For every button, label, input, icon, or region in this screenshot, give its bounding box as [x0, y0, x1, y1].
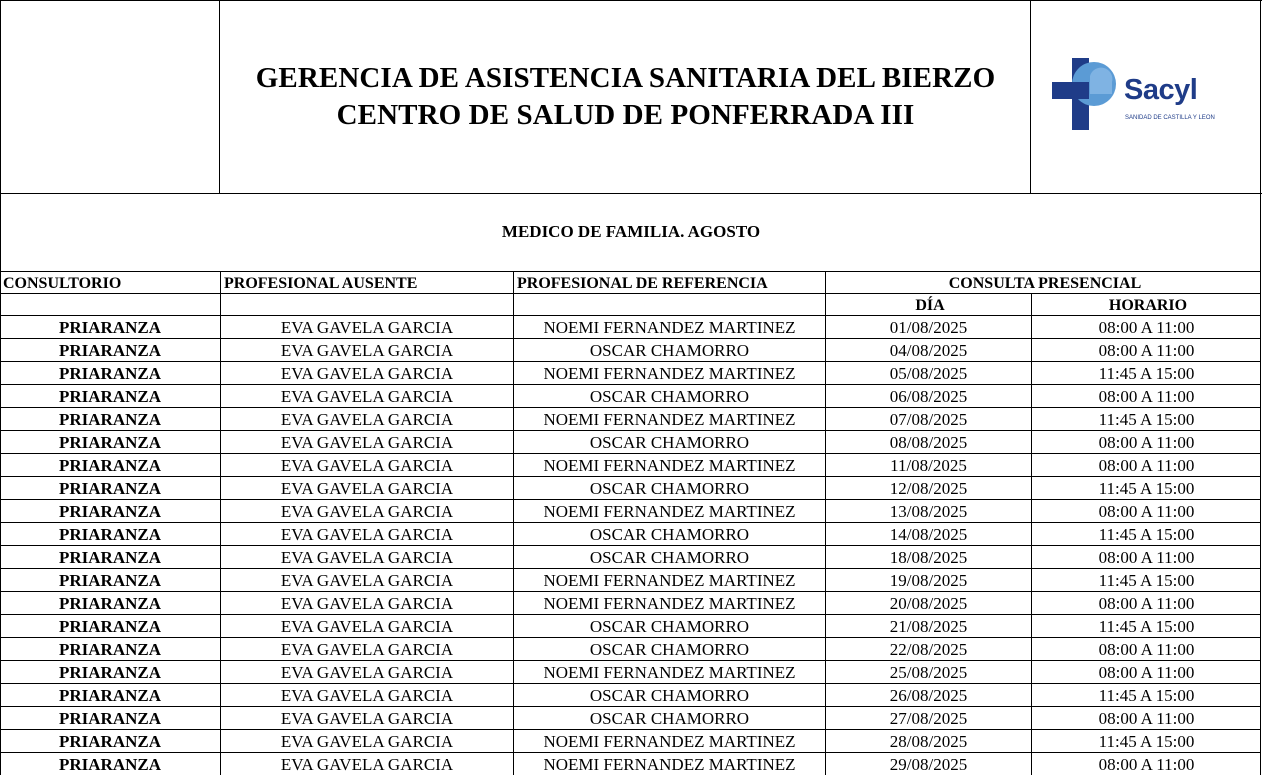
cell-horario: 11:45 A 15:00 [1031, 614, 1261, 637]
cell-profesional-ausente: EVA GAVELA GARCIA [220, 683, 513, 706]
cell-profesional-referencia: OSCAR CHAMORRO [513, 683, 825, 706]
cell-consultorio: PRIARANZA [0, 430, 220, 453]
sacyl-logo [1050, 58, 1220, 133]
table-row [0, 591, 1262, 614]
cell-horario: 08:00 A 11:00 [1031, 315, 1261, 338]
cell-consultorio: PRIARANZA [0, 476, 220, 499]
cell-dia: 04/08/2025 [825, 338, 1031, 361]
logo-text: Sacyl [1124, 74, 1198, 106]
cell-dia: 01/08/2025 [825, 315, 1031, 338]
cell-consultorio: PRIARANZA [0, 407, 220, 430]
table-row [0, 545, 1262, 568]
cell-profesional-ausente: EVA GAVELA GARCIA [220, 614, 513, 637]
table-row [0, 660, 1262, 683]
cell-consultorio: PRIARANZA [0, 683, 220, 706]
table-row [0, 499, 1262, 522]
cell-dia: 22/08/2025 [825, 637, 1031, 660]
cell-profesional-referencia: OSCAR CHAMORRO [513, 637, 825, 660]
table-row [0, 315, 1262, 338]
cell-consultorio: PRIARANZA [0, 384, 220, 407]
cell-profesional-ausente: EVA GAVELA GARCIA [220, 660, 513, 683]
cell-consultorio: PRIARANZA [0, 568, 220, 591]
header-consultorio: CONSULTORIO [0, 271, 220, 294]
cell-profesional-ausente: EVA GAVELA GARCIA [220, 430, 513, 453]
cell-dia: 06/08/2025 [825, 384, 1031, 407]
cell-dia: 07/08/2025 [825, 407, 1031, 430]
table-row [0, 338, 1262, 361]
table-subheader-row [0, 293, 1262, 316]
cell-profesional-referencia: NOEMI FERNANDEZ MARTINEZ [513, 591, 825, 614]
sacyl-cross-logo-icon [1050, 58, 1122, 133]
table-row [0, 453, 1262, 476]
cell-profesional-ausente: EVA GAVELA GARCIA [220, 476, 513, 499]
cell-horario: 08:00 A 11:00 [1031, 752, 1261, 775]
cell-profesional-ausente: EVA GAVELA GARCIA [220, 729, 513, 752]
subheader-empty-3 [513, 293, 825, 316]
cell-consultorio: PRIARANZA [0, 361, 220, 384]
cell-profesional-referencia: OSCAR CHAMORRO [513, 384, 825, 407]
cell-horario: 08:00 A 11:00 [1031, 384, 1261, 407]
cell-dia: 18/08/2025 [825, 545, 1031, 568]
cell-profesional-ausente: EVA GAVELA GARCIA [220, 568, 513, 591]
cell-dia: 19/08/2025 [825, 568, 1031, 591]
table-row [0, 729, 1262, 752]
cell-consultorio: PRIARANZA [0, 499, 220, 522]
cell-dia: 11/08/2025 [825, 453, 1031, 476]
cell-profesional-ausente: EVA GAVELA GARCIA [220, 752, 513, 775]
cell-profesional-referencia: NOEMI FERNANDEZ MARTINEZ [513, 407, 825, 430]
cell-horario: 11:45 A 15:00 [1031, 729, 1261, 752]
table-row [0, 706, 1262, 729]
cell-profesional-ausente: EVA GAVELA GARCIA [220, 453, 513, 476]
cell-horario: 11:45 A 15:00 [1031, 361, 1261, 384]
cell-dia: 05/08/2025 [825, 361, 1031, 384]
cell-horario: 11:45 A 15:00 [1031, 522, 1261, 545]
cell-profesional-ausente: EVA GAVELA GARCIA [220, 706, 513, 729]
cell-consultorio: PRIARANZA [0, 453, 220, 476]
cell-horario: 11:45 A 15:00 [1031, 476, 1261, 499]
cell-profesional-ausente: EVA GAVELA GARCIA [220, 499, 513, 522]
header-horario: HORARIO [1031, 293, 1261, 316]
cell-consultorio: PRIARANZA [0, 729, 220, 752]
cell-profesional-ausente: EVA GAVELA GARCIA [220, 637, 513, 660]
cell-horario: 08:00 A 11:00 [1031, 453, 1261, 476]
cell-horario: 08:00 A 11:00 [1031, 706, 1261, 729]
cell-profesional-ausente: EVA GAVELA GARCIA [220, 338, 513, 361]
cell-profesional-referencia: NOEMI FERNANDEZ MARTINEZ [513, 729, 825, 752]
cell-profesional-ausente: EVA GAVELA GARCIA [220, 591, 513, 614]
cell-profesional-ausente: EVA GAVELA GARCIA [220, 407, 513, 430]
cell-profesional-referencia: OSCAR CHAMORRO [513, 430, 825, 453]
cell-dia: 29/08/2025 [825, 752, 1031, 775]
cell-profesional-referencia: OSCAR CHAMORRO [513, 614, 825, 637]
cell-dia: 12/08/2025 [825, 476, 1031, 499]
cell-horario: 08:00 A 11:00 [1031, 338, 1261, 361]
cell-profesional-referencia: OSCAR CHAMORRO [513, 706, 825, 729]
header-title-line1: GERENCIA DE ASISTENCIA SANITARIA DEL BIERZO [255, 61, 996, 94]
header-referencia: PROFESIONAL DE REFERENCIA [513, 271, 825, 294]
cell-horario: 08:00 A 11:00 [1031, 499, 1261, 522]
cell-horario: 11:45 A 15:00 [1031, 407, 1261, 430]
cell-dia: 25/08/2025 [825, 660, 1031, 683]
header-left-cell [0, 0, 220, 193]
document-header [0, 0, 1262, 194]
subheader-empty-2 [220, 293, 513, 316]
cell-consultorio: PRIARANZA [0, 315, 220, 338]
cell-dia: 14/08/2025 [825, 522, 1031, 545]
cell-horario: 08:00 A 11:00 [1031, 660, 1261, 683]
cell-horario: 08:00 A 11:00 [1031, 591, 1261, 614]
cell-profesional-referencia: NOEMI FERNANDEZ MARTINEZ [513, 315, 825, 338]
table-row [0, 614, 1262, 637]
cell-horario: 11:45 A 15:00 [1031, 683, 1261, 706]
table-row [0, 752, 1262, 775]
cell-dia: 27/08/2025 [825, 706, 1031, 729]
header-dia: DÍA [825, 293, 1031, 316]
cell-profesional-referencia: NOEMI FERNANDEZ MARTINEZ [513, 453, 825, 476]
cell-profesional-referencia: NOEMI FERNANDEZ MARTINEZ [513, 752, 825, 775]
table-row [0, 384, 1262, 407]
table-row [0, 522, 1262, 545]
table-row [0, 476, 1262, 499]
cell-profesional-ausente: EVA GAVELA GARCIA [220, 384, 513, 407]
header-consulta: CONSULTA PRESENCIAL [825, 271, 1261, 294]
cell-profesional-referencia: NOEMI FERNANDEZ MARTINEZ [513, 660, 825, 683]
cell-dia: 08/08/2025 [825, 430, 1031, 453]
cell-dia: 28/08/2025 [825, 729, 1031, 752]
cell-profesional-referencia: OSCAR CHAMORRO [513, 545, 825, 568]
cell-consultorio: PRIARANZA [0, 338, 220, 361]
cell-horario: 08:00 A 11:00 [1031, 637, 1261, 660]
cell-profesional-ausente: EVA GAVELA GARCIA [220, 522, 513, 545]
table-row [0, 361, 1262, 384]
cell-profesional-ausente: EVA GAVELA GARCIA [220, 545, 513, 568]
table-row [0, 430, 1262, 453]
cell-profesional-referencia: NOEMI FERNANDEZ MARTINEZ [513, 361, 825, 384]
cell-profesional-referencia: NOEMI FERNANDEZ MARTINEZ [513, 568, 825, 591]
header-ausente: PROFESIONAL AUSENTE [220, 271, 513, 294]
cell-profesional-referencia: OSCAR CHAMORRO [513, 338, 825, 361]
cell-profesional-ausente: EVA GAVELA GARCIA [220, 315, 513, 338]
cell-dia: 13/08/2025 [825, 499, 1031, 522]
table-row [0, 683, 1262, 706]
cell-profesional-ausente: EVA GAVELA GARCIA [220, 361, 513, 384]
cell-consultorio: PRIARANZA [0, 637, 220, 660]
cell-consultorio: PRIARANZA [0, 545, 220, 568]
subheader-empty-1 [0, 293, 220, 316]
header-title-line2: CENTRO DE SALUD DE PONFERRADA III [336, 98, 915, 131]
cell-profesional-referencia: OSCAR CHAMORRO [513, 476, 825, 499]
cell-consultorio: PRIARANZA [0, 522, 220, 545]
header-title-cell [220, 0, 1031, 193]
cell-consultorio: PRIARANZA [0, 660, 220, 683]
table-row [0, 407, 1262, 430]
cell-consultorio: PRIARANZA [0, 591, 220, 614]
table-row [0, 568, 1262, 591]
cell-profesional-referencia: OSCAR CHAMORRO [513, 522, 825, 545]
table-header-row [0, 271, 1262, 294]
logo-subtext: SANIDAD DE CASTILLA Y LEON [1125, 115, 1215, 121]
cell-dia: 20/08/2025 [825, 591, 1031, 614]
cell-profesional-referencia: NOEMI FERNANDEZ MARTINEZ [513, 499, 825, 522]
cell-dia: 26/08/2025 [825, 683, 1031, 706]
cell-horario: 11:45 A 15:00 [1031, 568, 1261, 591]
cell-consultorio: PRIARANZA [0, 614, 220, 637]
header-bottom-border [0, 193, 1262, 194]
cell-horario: 08:00 A 11:00 [1031, 430, 1261, 453]
cell-dia: 21/08/2025 [825, 614, 1031, 637]
cell-consultorio: PRIARANZA [0, 706, 220, 729]
table-row [0, 637, 1262, 660]
cell-horario: 08:00 A 11:00 [1031, 545, 1261, 568]
schedule-subtitle: MEDICO DE FAMILIA. AGOSTO [501, 222, 761, 241]
cell-consultorio: PRIARANZA [0, 752, 220, 775]
